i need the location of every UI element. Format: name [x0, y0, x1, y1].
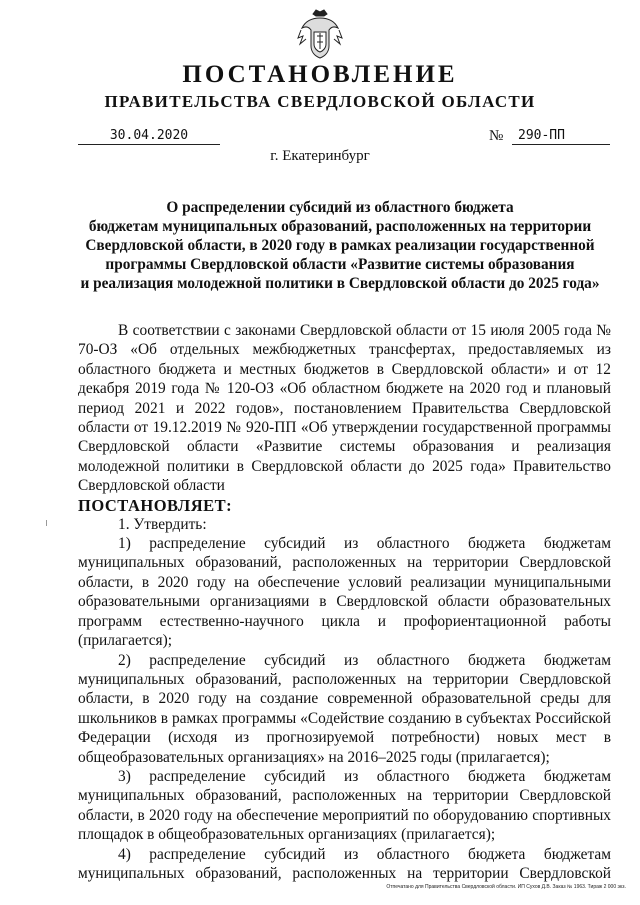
item-1: 1. Утвердить:: [118, 515, 207, 533]
subitem-1: 1) распределение субсидий из областного бюджета бюджетам муниципальных образований, расположенных на территории Свердловской области, в 2020 году на обеспечение условий реализации муниципальными образовательными организациями в Свердловской области образовательных программ естественно-научного цикла и профориентационной работы (прилагается);: [78, 535, 611, 650]
subitem-2: 2) распределение субсидий из областного бюджета бюджетам муниципальных образований, расположенных на территории Свердловской области, в 2020 году на создание современной образовательной среды для школьников в рамках программы «Содействие созданию в субъектах Российской Федерации (исходя из прогнозируемой потребности) новых мест в общеобразовательных организациях» на 2016–2025 годы (прилагается);: [78, 651, 611, 766]
resolution-heading: [70, 198, 610, 293]
heading-line: бюджетам муниципальных образований, расположенных на территории: [88, 218, 592, 235]
number-label: №: [489, 128, 504, 144]
preamble-paragraph: В соответствии с законами Свердловской области от 15 июля 2005 года № 70-ОЗ «Об отдельных межбюджетных трансфертах, предоставляемых из областного бюджета и местных бюджетов в Свердловской области» и от 12 декабря 2019 года № 120-ОЗ «Об областном бюджете на 2020 год и плановый период 2021 и 2022 годов», постановлением Правительства Свердловской области от 19.12.2019 № 920-ПП «Об утверждении государственной программы Свердловской области «Развитие системы образования и реализация молодежной политики в Свердловской области до 2025 года» Правительство Свердловской области: [78, 322, 611, 495]
heading-line: О распределении субсидий из областного бюджета: [166, 199, 514, 216]
subitem-4: 4) распределение субсидий из областного бюджета бюджетам муниципальных образований, расположенных на территории Свердловской: [78, 845, 611, 882]
print-footer: Отпечатано для Правительства Свердловской области. ИП Сухов Д.В. Заказ № 1963. Тираж 2 000 экз.: [386, 884, 626, 890]
heading-line: программы Свердловской области «Развитие системы образования: [105, 256, 575, 273]
document-subtitle: ПРАВИТЕЛЬСТВА СВЕРДЛОВСКОЙ ОБЛАСТИ: [104, 92, 536, 111]
coat-of-arms-icon: [297, 8, 343, 60]
document-title: ПОСТАНОВЛЕНИЕ: [182, 61, 458, 88]
document-number: 290-ПП: [512, 128, 610, 145]
subitem-3: 3) распределение субсидий из областного бюджета бюджетам муниципальных образований, расположенных на территории Свердловской области, в 2020 году на обеспечение мероприятий по оборудованию спортивных площадок в общеобразовательных организациях (прилагается);: [78, 767, 611, 844]
heading-line: Свердловской области, в 2020 году в рамках реализации государственной: [85, 237, 595, 254]
document-body: [78, 321, 611, 883]
document-date: 30.04.2020: [78, 128, 220, 145]
heading-line: и реализация молодежной политики в Свердловской области до 2025 года»: [80, 275, 600, 292]
margin-mark: [46, 520, 47, 526]
city: г. Екатеринбург: [270, 148, 370, 164]
decree-keyword: ПОСТАНОВЛЯЕТ:: [78, 495, 233, 515]
